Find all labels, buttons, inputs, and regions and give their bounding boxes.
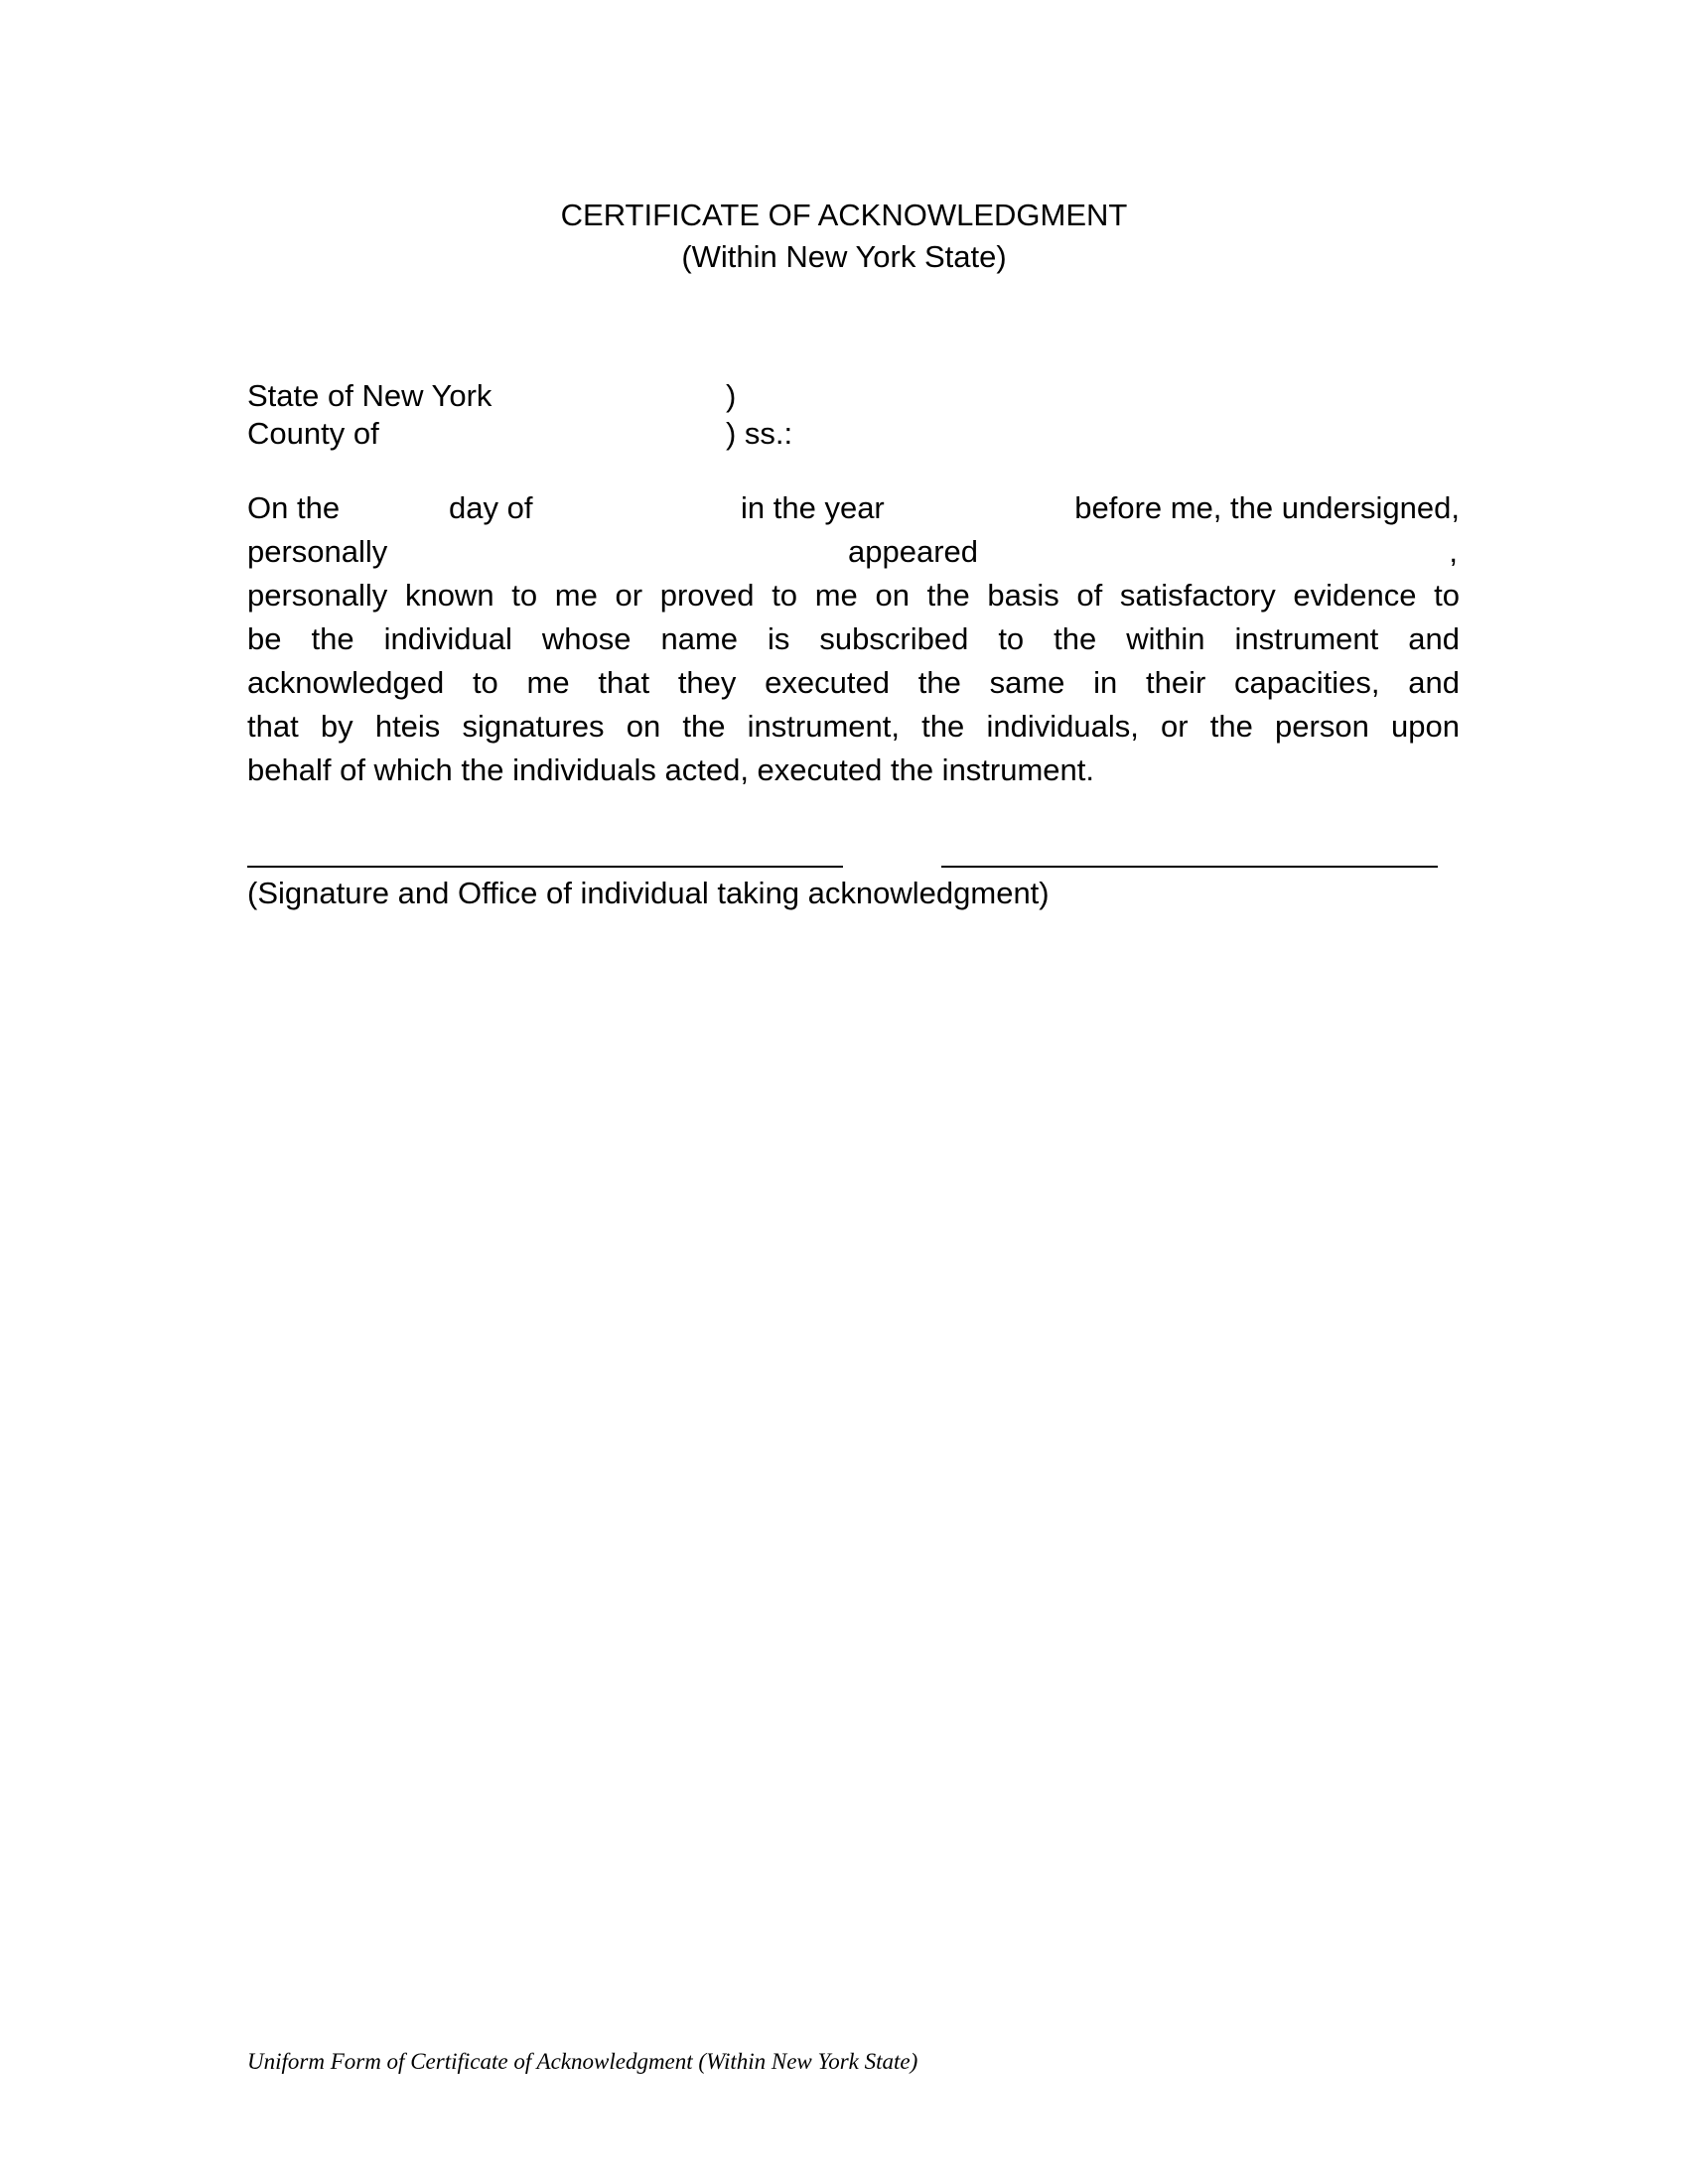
paragraph-line-3: personally known to me or proved to me on the basis of satisfactory evidence to [247,578,1460,613]
signature-line[interactable] [247,866,843,868]
paragraph-line-7 [247,749,1460,792]
page-footer: Uniform Form of Certificate of Acknowledgment (Within New York State) [247,2049,918,2074]
county-row [247,415,843,453]
before-me-text: before me, the undersigned, [1074,490,1460,525]
personally-text: personally [247,534,388,569]
paragraph-line-4: be the individual whose name is subscribed to the within instrument and [247,621,1460,656]
venue-block [247,377,843,453]
office-line[interactable] [941,866,1438,868]
state-row [247,377,843,415]
in-the-year-text: in the year [741,490,885,525]
county-label: County of [247,416,379,451]
signature-caption: (Signature and Office of individual taking acknowledgment) [247,876,1050,910]
paragraph-line-7-text: behalf of which the individuals acted, executed the instrument. [247,752,1095,787]
appeared-text: appeared [848,534,979,569]
day-of-text: day of [449,490,533,525]
appeared-comma: , [1449,534,1458,569]
county-ss: ) ss.: [726,416,793,451]
paragraph-line-6: that by hteis signatures on the instrument, the individuals, or the person upon [247,709,1460,744]
document-subtitle: (Within New York State) [681,239,1007,274]
paragraph-line-5: acknowledged to me that they executed the same in their capacities, and [247,665,1460,700]
state-label: State of New York [247,378,492,413]
on-the-text: On the [247,490,341,525]
document-title: CERTIFICATE OF ACKNOWLEDGMENT [560,198,1128,232]
paragraph-line-1 [247,486,1460,530]
document-header [0,195,1688,278]
acknowledgment-paragraph [247,486,1460,792]
paragraph-line-2 [247,530,1460,574]
state-paren: ) [726,378,737,413]
